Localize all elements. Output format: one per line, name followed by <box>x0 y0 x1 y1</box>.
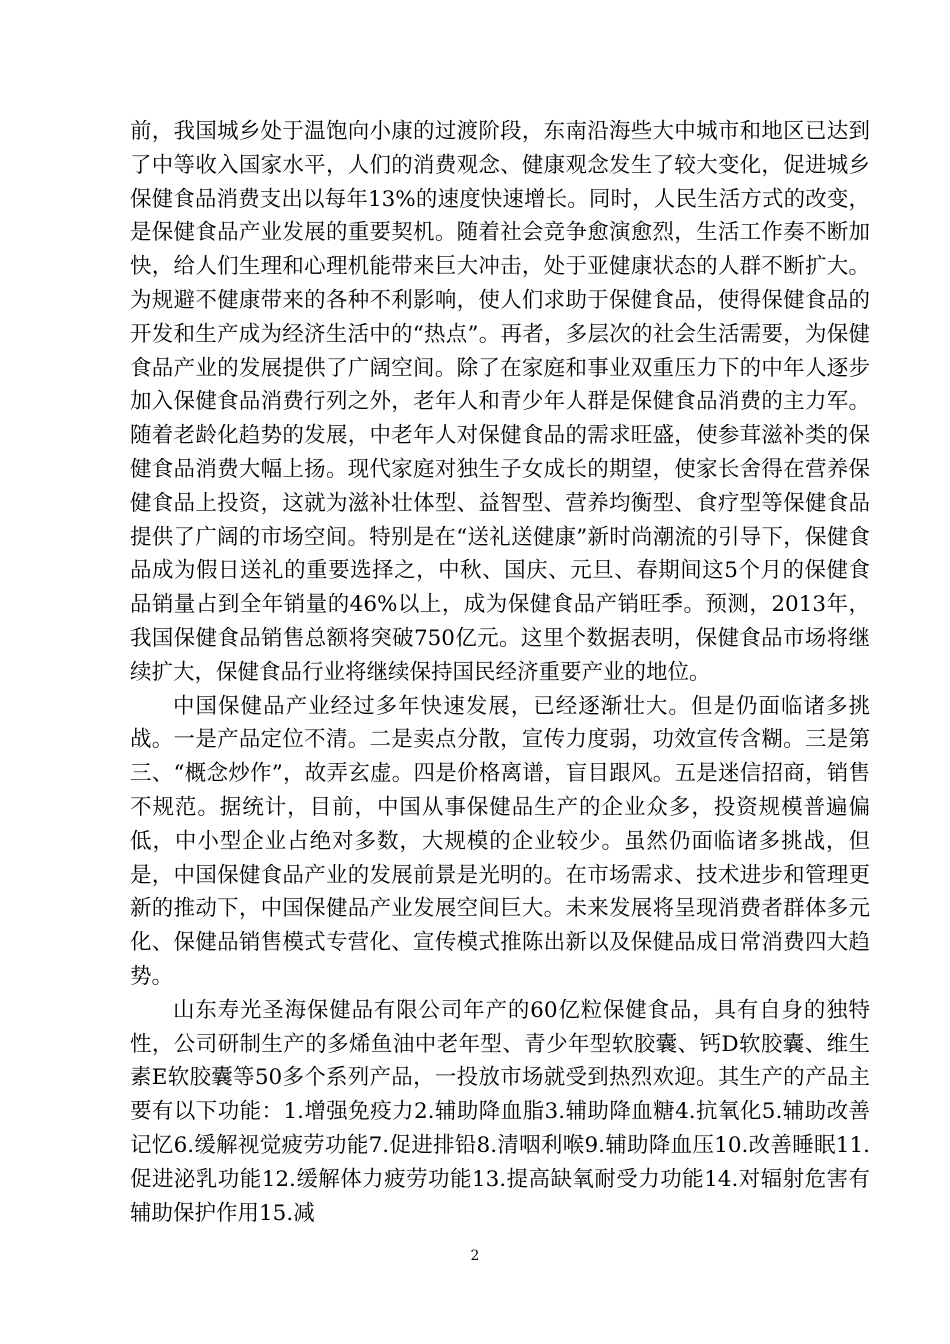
paragraph-2: 中国保健品产业经过多年快速发展，已经逐渐壮大。但是仍面临诸多挑战。一是产品定位不清。二是卖点分散，宣传力度弱，功效宣传含糊。三是第三、“概念炒作”，故弄玄虚。四是价格离谱，盲目跟风。五是迷信招商，销售不规范。据统计，目前，中国从事保健品生产的企业众多，投资规模普遍偏低，中小型企业占绝对多数，大规模的企业较少。虽然仍面临诸多挑战，但是，中国保健食品产业的发展前景是光明的。在市场需求、技术进步和管理更新的推动下，中国保健品产业发展空间巨大。未来发展将呈现消费者群体多元化、保健品销售模式专营化、宣传模式推陈出新以及保健品成日常消费四大趋势。 <box>130 693 870 989</box>
paragraph-1: 前，我国城乡处于温饱向小康的过渡阶段，东南沿海些大中城市和地区已达到了中等收入国家水平，人们的消费观念、健康观念发生了较大变化，促进城乡保健食品消费支出以每年13%的速度快速增长。同时，人民生活方式的改变，是保健食品产业发展的重要契机。随着社会竞争愈演愈烈，生活工作奏不断加快，给人们生理和心理机能带来巨大冲击，处于亚健康状态的人群不断扩大。为规避不健康带来的各种不利影响，使人们求助于保健食品，使得保健食品的开发和生产成为经济生活中的“热点”。再者，多层次的社会生活需要，为保健食品产业的发展提供了广阔空间。除了在家庭和事业双重压力下的中年人逐步加入保健食品消费行列之外，老年人和青少年人群是保健食品消费的主力军。随着老龄化趋势的发展，中老年人对保健食品的需求旺盛，使参茸滋补类的保健食品消费大幅上扬。现代家庭对独生子女成长的期望，使家长舍得在营养保健食品上投资，这就为滋补壮体型、益智型、营养均衡型、食疗型等保健食品提供了广阔的市场空间。特别是在“送礼送健康”新时尚潮流的引导下，保健食品成为假日送礼的重要选择之，中秋、国庆、元旦、春期间这5个月的保健食品销量占到全年销量的46%以上，成为保健食品产销旺季。预测，2013年，我国保健食品销售总额将突破750亿元。这里个数据表明，保健食品市场将继续扩大，保健食品行业将继续保持国民经济重要产业的地位。 <box>130 119 870 685</box>
body-text <box>130 115 870 1230</box>
page-number: 2 <box>470 1248 480 1264</box>
paragraph-3: 山东寿光圣海保健品有限公司年产的60亿粒保健食品，具有自身的独特性，公司研制生产的多烯鱼油中老年型、青少年型软胶囊、钙D软胶囊、维生素E软胶囊等50多个系列产品，一投放市场就受到热烈欢迎。其生产的产品主要有以下功能：1.增强免疫力2.辅助降血脂3.辅助降血糖4.抗氧化5.辅助改善记忆6.缓解视觉疲劳功能7.促进排铅8.清咽利喉9.辅助降血压10.改善睡眠11.促进泌乳功能12.缓解体力疲劳功能13.提高缺氧耐受力功能14.对辐射危害有辅助保护作用15.减 <box>130 997 870 1226</box>
